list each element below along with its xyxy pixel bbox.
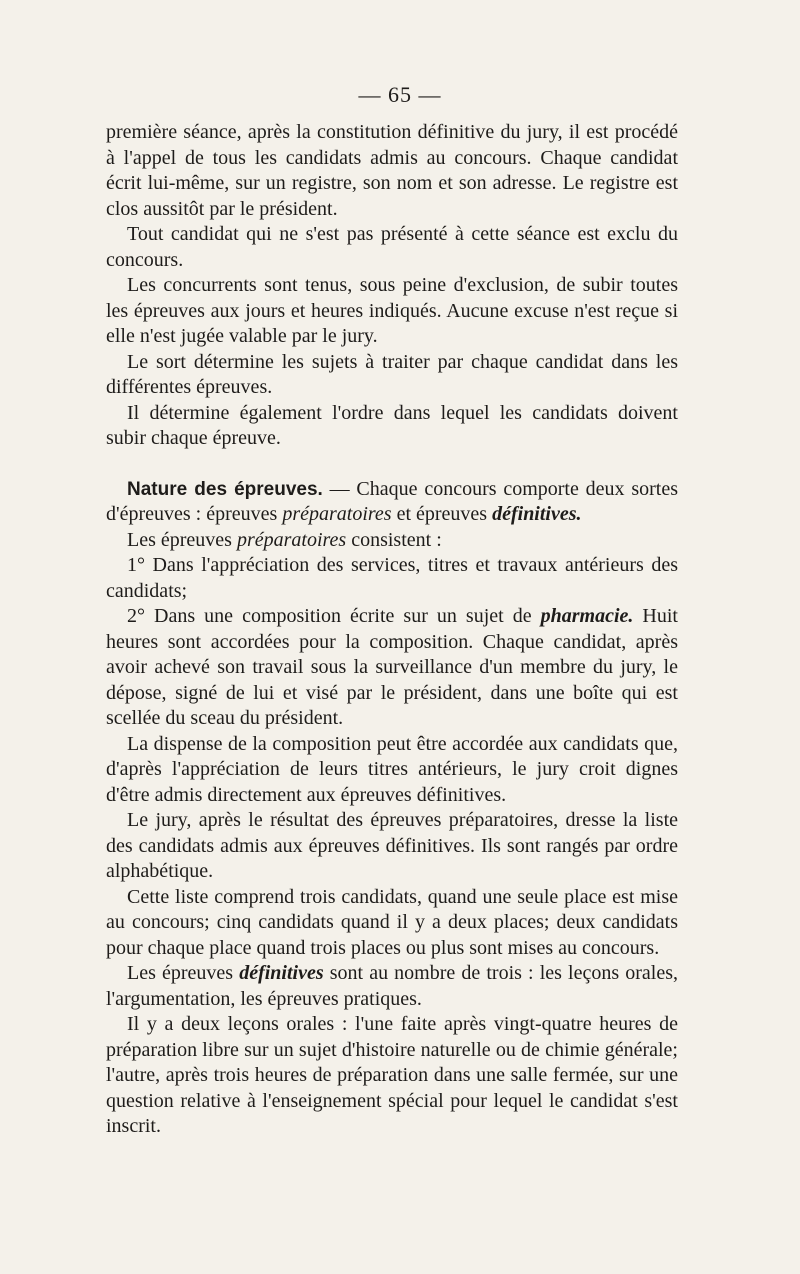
- section-intro-a: — Chaque concours comporte deux sortes d'épreuves : épreuves: [106, 477, 678, 525]
- section-paragraph-5: La dispense de la composition peut être accordée aux candidats que, d'après l'appréciation de leurs titres antérieurs, le jury croit dignes d'être admis directement aux épreuves définitives.: [106, 732, 678, 806]
- p4-c: Huit heures sont accordées pour la composition. Chaque candidat, après avoir achevé son travail sous la surveillance d'un membre du jury, le dépose, signé de lui et visé par le président, dans une boîte qui est scellée du sceau du président.: [106, 605, 678, 729]
- section-paragraph-2: [106, 528, 678, 554]
- section-intro-d: définitives.: [492, 503, 582, 525]
- section-paragraph-7: Cette liste comprend trois candidats, quand une seule place est mise au concours; cinq candidats quand il y a deux places; deux candidats pour chaque place quand trois places ou plus sont mises au concours.: [106, 885, 678, 959]
- paragraph-4: Le sort détermine les sujets à traiter par chaque candidat dans les différentes épreuves.: [106, 350, 678, 398]
- section-paragraph-9: Il y a deux leçons orales : l'une faite après vingt-quatre heures de préparation libre sur un sujet d'histoire naturelle ou de chimie générale; l'autre, après trois heures de préparation dans une salle fermée, sur une question relative à l'enseignement spécial pour lequel le candidat s'est inscrit.: [106, 1013, 678, 1137]
- section-paragraph-4: [106, 604, 678, 732]
- section-intro-b: préparatoires: [282, 503, 392, 525]
- paragraph-2: Tout candidat qui ne s'est pas présenté à cette séance est exclu du concours.: [106, 223, 678, 271]
- p4-a: 2° Dans une composition écrite sur un sujet de: [127, 605, 541, 627]
- section-paragraph-8: [106, 961, 678, 1012]
- section-paragraph-6: Le jury, après le résultat des épreuves préparatoires, dresse la liste des candidats admis aux épreuves définitives. Ils sont rangés par ordre alphabétique.: [106, 809, 678, 882]
- paragraph-5: Il détermine également l'ordre dans lequel les candidats doivent subir chaque épreuve.: [106, 401, 678, 449]
- page-number: — 65 —: [358, 82, 442, 107]
- p4-b: pharmacie.: [540, 605, 634, 627]
- p2-b: préparatoires: [236, 528, 347, 551]
- p8-a: Les épreuves: [127, 962, 240, 984]
- section-paragraph-3: 1° Dans l'appréciation des services, titres et travaux antérieurs des candidats;: [106, 554, 678, 602]
- p2-c: consistent :: [346, 528, 442, 551]
- section-spacer: [106, 452, 678, 477]
- section-intro: [106, 477, 678, 528]
- p8-c: sont au nombre de trois : les leçons orales, l'argumentation, les épreuves pratiques.: [106, 962, 679, 1010]
- section-intro-c: et épreuves: [391, 503, 493, 525]
- page-body: [106, 120, 678, 1140]
- p8-b: définitives: [239, 962, 324, 984]
- p2-a: Les épreuves: [127, 528, 237, 551]
- paragraph-3: Les concurrents sont tenus, sous peine d'exclusion, de subir toutes les épreuves aux jours et heures indiqués. Aucune excuse n'est reçue si elle n'est jugée valable par le jury.: [106, 274, 678, 347]
- section-heading: Nature des épreuves.: [127, 478, 323, 500]
- paragraph-1: première séance, après la constitution définitive du jury, il est procédé à l'appel de tous les candidats admis au concours. Chaque candidat écrit lui-même, sur un registre, son nom et son adresse. Le registre est clos aussitôt par le président.: [106, 121, 678, 220]
